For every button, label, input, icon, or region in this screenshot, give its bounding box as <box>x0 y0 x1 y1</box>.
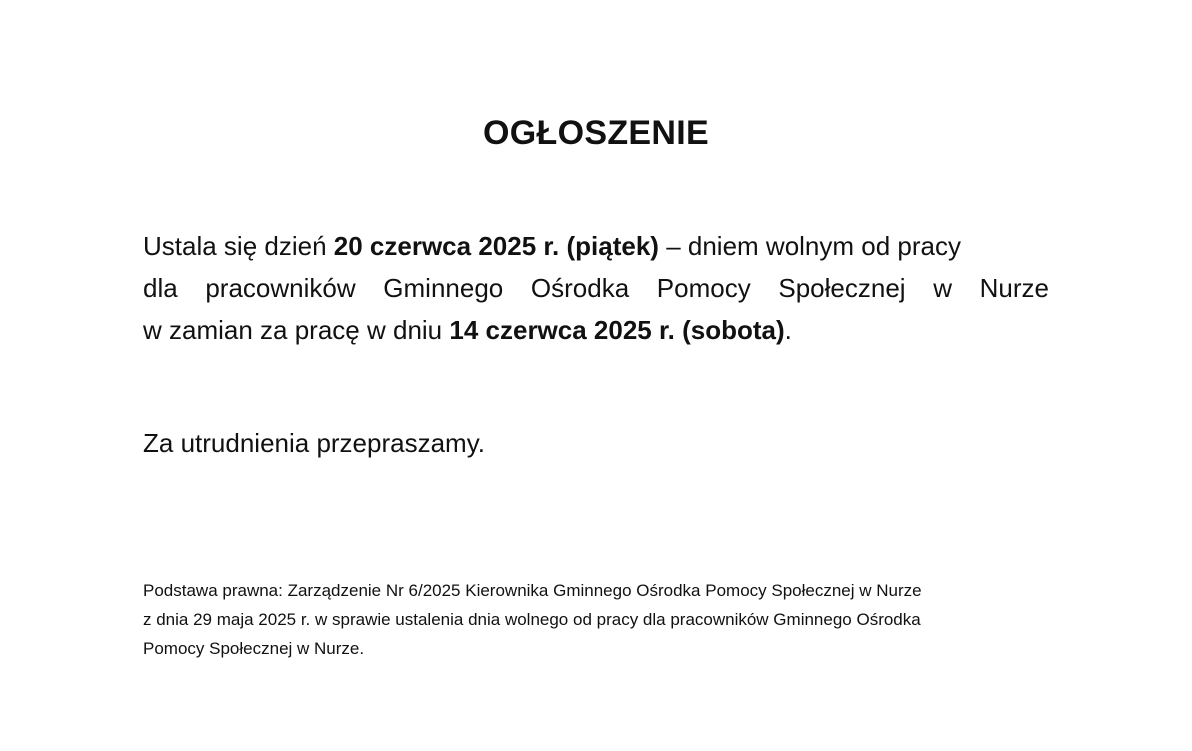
body-line-1 <box>143 225 1049 267</box>
apology-text: Za utrudnienia przepraszamy. <box>143 428 486 458</box>
legal-basis-line-2: z dnia 29 maja 2025 r. w sprawie ustalenia dnia wolnego od pracy dla pracowników Gminnego Ośrodka <box>143 610 921 629</box>
body-line-3-pre: w zamian za pracę w dniu <box>143 315 450 345</box>
announcement-body <box>143 225 1049 351</box>
body-line-3 <box>143 309 1049 351</box>
legal-basis-line-3: Pomocy Społecznej w Nurze. <box>143 639 365 658</box>
announcement-title: OGŁOSZENIE <box>483 114 709 152</box>
body-line-1-pre: Ustala się dzień <box>143 231 334 261</box>
body-line-2: dla pracowników Gminnego Ośrodka Pomocy Społecznej w Nurze <box>143 273 1049 303</box>
legal-basis-line-1: Podstawa prawna: Zarządzenie Nr 6/2025 Kierownika Gminnego Ośrodka Pomocy Społecznej w Nurze <box>143 581 922 600</box>
body-line-1-post: – dniem wolnym od pracy <box>658 231 961 261</box>
body-line-3-post: . <box>784 315 792 345</box>
free-day-date: 20 czerwca 2025 r. (piątek) <box>333 231 659 261</box>
legal-basis <box>143 576 1049 663</box>
workday-date: 14 czerwca 2025 r. (sobota) <box>449 315 785 345</box>
